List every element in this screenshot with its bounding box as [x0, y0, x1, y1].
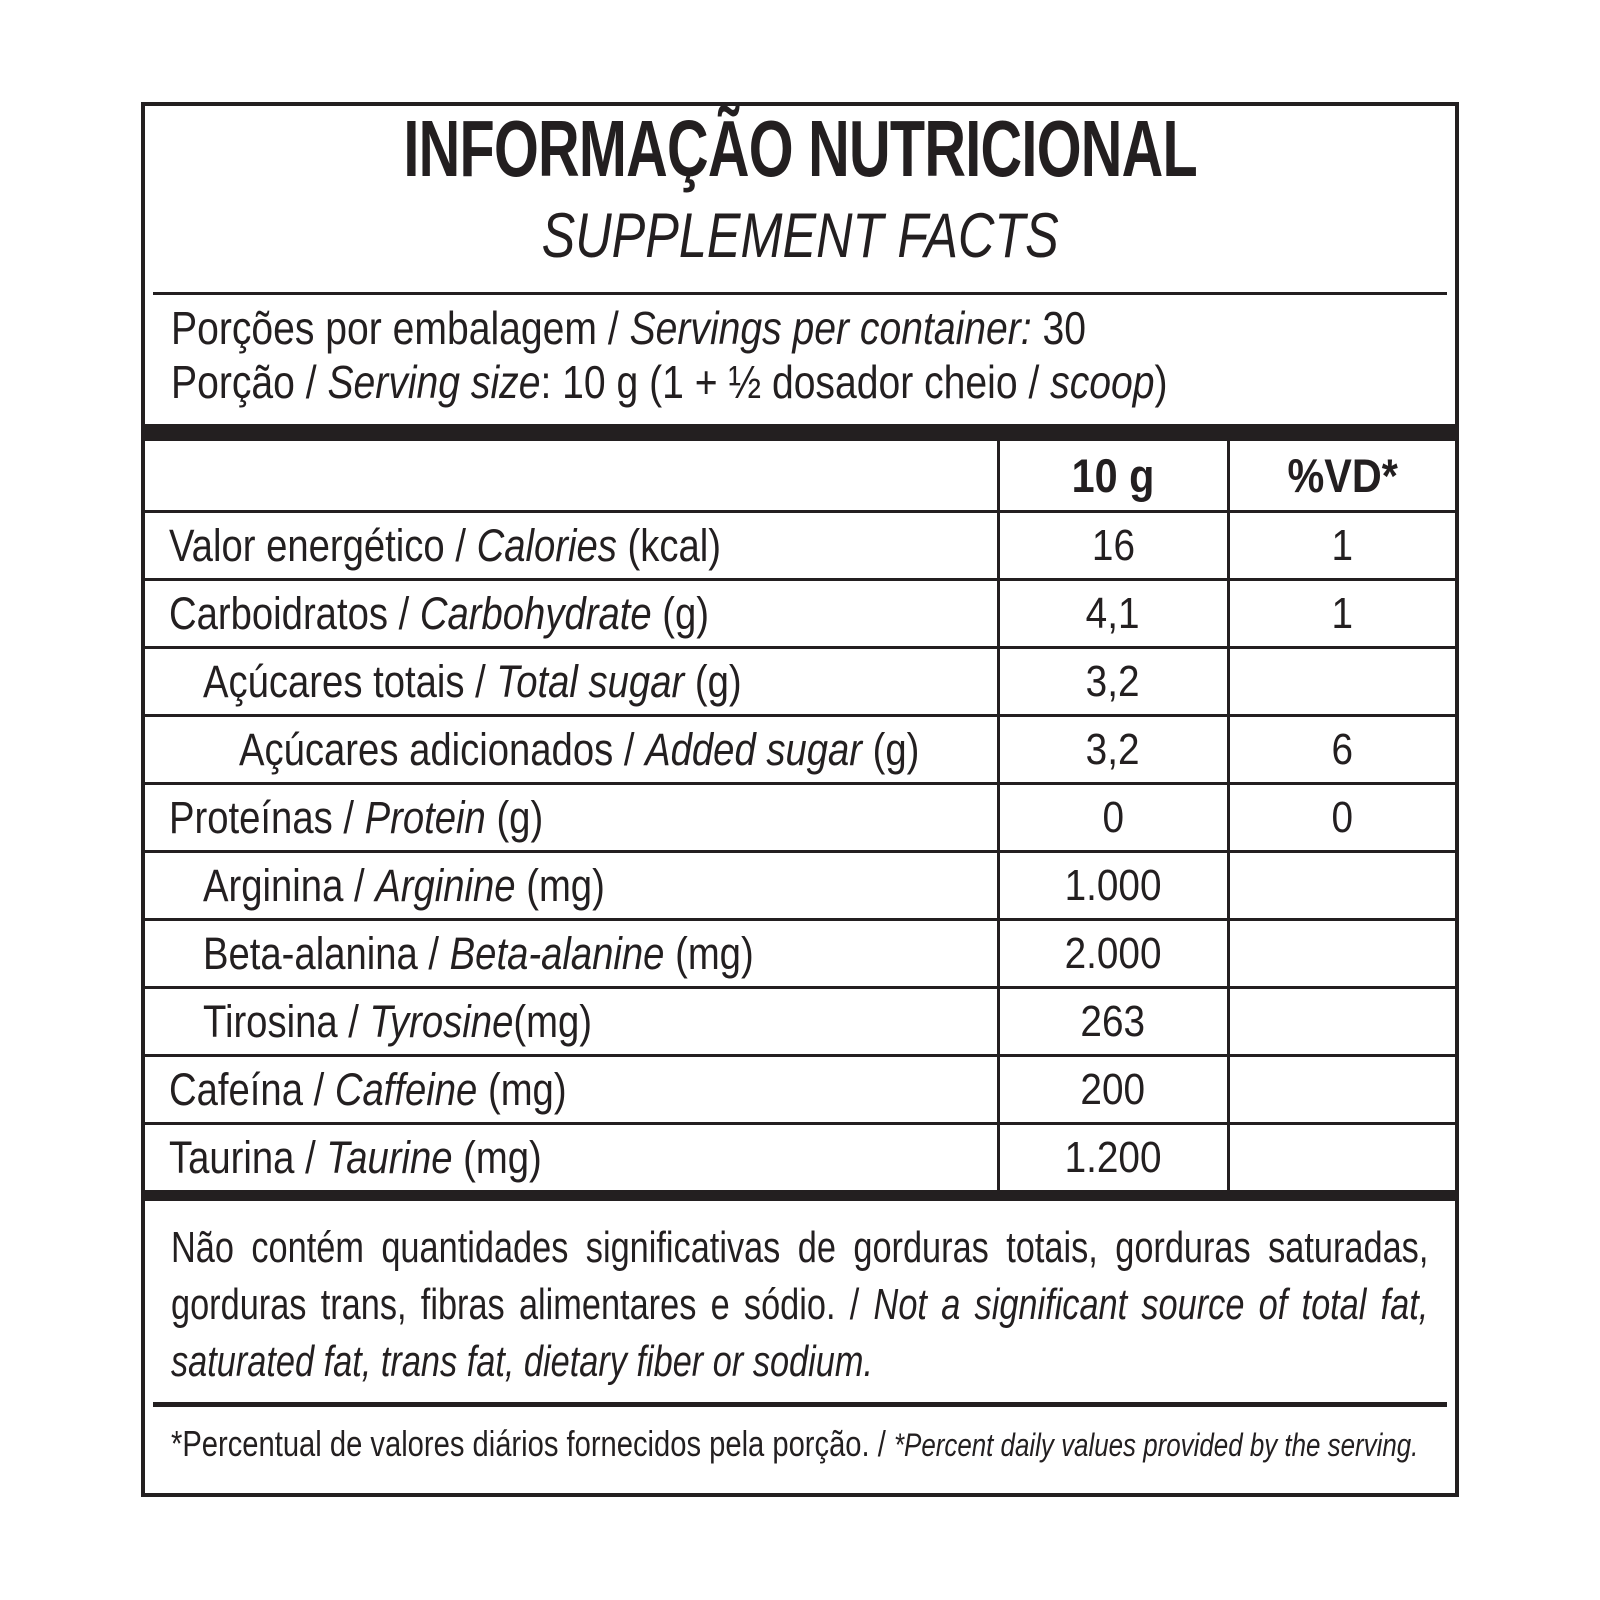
table-row: [145, 852, 1455, 920]
nutrient-name-en: Added sugar: [645, 723, 863, 775]
table-row: [145, 1124, 1455, 1191]
nutrient-name-pt: Carboidratos /: [169, 587, 420, 639]
dv-value: 6: [1331, 724, 1354, 774]
amount-cell: [998, 920, 1228, 988]
nutrient-unit: (g): [651, 587, 710, 639]
nutrient-label-cell: [145, 1124, 998, 1191]
nutrient-name-pt: Tirosina /: [203, 995, 370, 1047]
dv-cell: [1228, 852, 1455, 920]
table-bottom-thick-bar: [145, 1190, 1455, 1201]
amount-value: 1.200: [1064, 1132, 1162, 1182]
nutrient-name-pt: Valor energético /: [169, 519, 477, 571]
amount-value: 263: [1080, 996, 1146, 1046]
nutrient-name-en: Carbohydrate: [419, 587, 652, 639]
nutrient-label-cell: [145, 648, 998, 716]
nutrient-unit: (mg): [452, 1131, 542, 1183]
dv-cell: [1228, 1056, 1455, 1124]
dv-cell: [1228, 988, 1455, 1056]
nutrient-label: [169, 792, 543, 844]
dv-cell: [1228, 784, 1455, 852]
text-part: Não contém quantidades significativas de gorduras totais, gorduras saturadas, gorduras trans, fibras alimentares e sódio. /: [171, 1223, 1429, 1329]
nutrient-label: [203, 996, 592, 1048]
amount-value: 4,1: [1086, 588, 1140, 638]
nutrient-name-pt: Açúcares totais /: [203, 655, 497, 707]
nutrient-label-cell: [145, 580, 998, 648]
header-amount-cell: [998, 441, 1228, 512]
nutrient-name-pt: Cafeína /: [169, 1063, 335, 1115]
label-title-row: [145, 104, 1455, 207]
nutrient-label: [203, 860, 605, 912]
nutrient-name-pt: Beta-alanina /: [203, 927, 450, 979]
nutrient-name-en: Caffeine: [334, 1063, 478, 1115]
dv-cell: [1228, 648, 1455, 716]
text-part: ): [1154, 356, 1168, 408]
nutrient-unit: (mg): [664, 927, 754, 979]
text-part-italic: Servings per container:: [629, 302, 1032, 354]
text-part: *Percentual de valores diários fornecidos pela porção. /: [171, 1423, 894, 1464]
table-row: [145, 1056, 1455, 1124]
nutrient-label: [169, 1132, 542, 1184]
nutrient-label-cell: [145, 784, 998, 852]
table-row: [145, 716, 1455, 784]
nutrient-label: [169, 1064, 567, 1116]
label-title-pt: INFORMAÇÃO NUTRICIONAL: [403, 104, 1197, 193]
dv-value: 1: [1331, 588, 1354, 638]
nutrient-label-cell: [145, 716, 998, 784]
dv-cell: [1228, 512, 1455, 580]
nutrition-facts-label: [141, 102, 1459, 1497]
text-part: : 10 g (1 + ½ dosador cheio /: [540, 356, 1051, 408]
nutrient-name-en: Protein: [364, 791, 486, 843]
table-row: [145, 988, 1455, 1056]
nutrient-label: [203, 656, 742, 708]
serving-info: [171, 301, 1455, 409]
dv-value: 0: [1331, 792, 1354, 842]
text-part-italic: Serving size: [327, 356, 541, 408]
nutrient-unit: (mg): [515, 859, 605, 911]
dv-value: 1: [1331, 520, 1354, 570]
servings-per-container-line: [171, 301, 1262, 355]
serving-size-line: [171, 355, 1262, 409]
amount-value: 2.000: [1064, 928, 1162, 978]
nutrient-label: [239, 724, 919, 776]
nutrient-name-en: Taurine: [326, 1131, 453, 1183]
amount-value: 16: [1091, 520, 1135, 570]
nutrient-name-pt: Taurina /: [169, 1131, 327, 1183]
nutrient-label-cell: [145, 1056, 998, 1124]
amount-value: 3,2: [1086, 656, 1140, 706]
text-part: Porção /: [171, 356, 328, 408]
amount-cell: [998, 784, 1228, 852]
table-row: [145, 512, 1455, 580]
table-row: [145, 580, 1455, 648]
amount-column-header: 10 g: [1071, 449, 1155, 502]
nutrient-label-cell: [145, 512, 998, 580]
table-row: [145, 920, 1455, 988]
text-part: 30: [1031, 302, 1087, 354]
amount-value: 0: [1102, 792, 1124, 842]
nutrient-name-en: Arginine: [375, 859, 516, 911]
amount-value: 3,2: [1086, 724, 1140, 774]
no-significant-source-note: [171, 1219, 1428, 1390]
dv-cell: [1228, 580, 1455, 648]
nutrient-unit: (mg): [477, 1063, 567, 1115]
header-dv-cell: [1228, 441, 1455, 512]
label-subtitle-row: [145, 201, 1455, 282]
nutrient-label-cell: [145, 988, 998, 1056]
dv-cell: [1228, 716, 1455, 784]
nutrient-unit: (mg): [513, 995, 592, 1047]
daily-value-footnote: [171, 1421, 1429, 1468]
table-row: [145, 648, 1455, 716]
table-top-thick-bar: [145, 424, 1455, 441]
amount-cell: [998, 852, 1228, 920]
table-header-row: [145, 441, 1455, 512]
footnote-divider-rule: [153, 1402, 1447, 1407]
nutrient-label: [169, 520, 721, 572]
text-part-italic: Not a significant source of total fat, saturated fat, trans fat, dietary fiber or sodium.: [171, 1280, 1429, 1386]
nutrition-table-body: [145, 512, 1455, 1191]
header-divider-rule: [153, 292, 1447, 295]
text-part-italic: scoop: [1050, 356, 1155, 408]
nutrient-label: [203, 928, 754, 980]
amount-cell: [998, 1124, 1228, 1191]
amount-value: 200: [1080, 1064, 1146, 1114]
nutrient-label: [169, 588, 709, 640]
nutrient-name-en: Calories: [476, 519, 617, 571]
nutrient-unit: (g): [485, 791, 544, 843]
amount-cell: [998, 580, 1228, 648]
dv-column-header: %VD*: [1287, 449, 1398, 502]
nutrient-name-en: Total sugar: [496, 655, 685, 707]
header-empty-cell: [145, 441, 998, 512]
label-title-en: SUPPLEMENT FACTS: [541, 201, 1059, 271]
nutrient-name-pt: Arginina /: [203, 859, 376, 911]
nutrient-name-en: Beta-alanine: [449, 927, 665, 979]
nutrient-name-pt: Proteínas /: [169, 791, 365, 843]
nutrient-unit: (g): [862, 723, 920, 775]
amount-cell: [998, 1056, 1228, 1124]
amount-cell: [998, 648, 1228, 716]
amount-value: 1.000: [1064, 860, 1162, 910]
text-part: Porções por embalagem /: [171, 302, 630, 354]
dv-cell: [1228, 1124, 1455, 1191]
nutrient-label-cell: [145, 852, 998, 920]
text-part-italic: *Percent daily values provided by the serving.: [893, 1427, 1419, 1463]
amount-cell: [998, 988, 1228, 1056]
table-row: [145, 784, 1455, 852]
nutrient-name-en: Tyrosine: [369, 995, 514, 1047]
nutrition-table: [145, 441, 1455, 1190]
nutrient-label-cell: [145, 920, 998, 988]
dv-cell: [1228, 920, 1455, 988]
nutrient-unit: (kcal): [616, 519, 722, 571]
nutrient-unit: (g): [684, 655, 742, 707]
amount-cell: [998, 512, 1228, 580]
nutrient-name-pt: Açúcares adicionados /: [239, 723, 646, 775]
